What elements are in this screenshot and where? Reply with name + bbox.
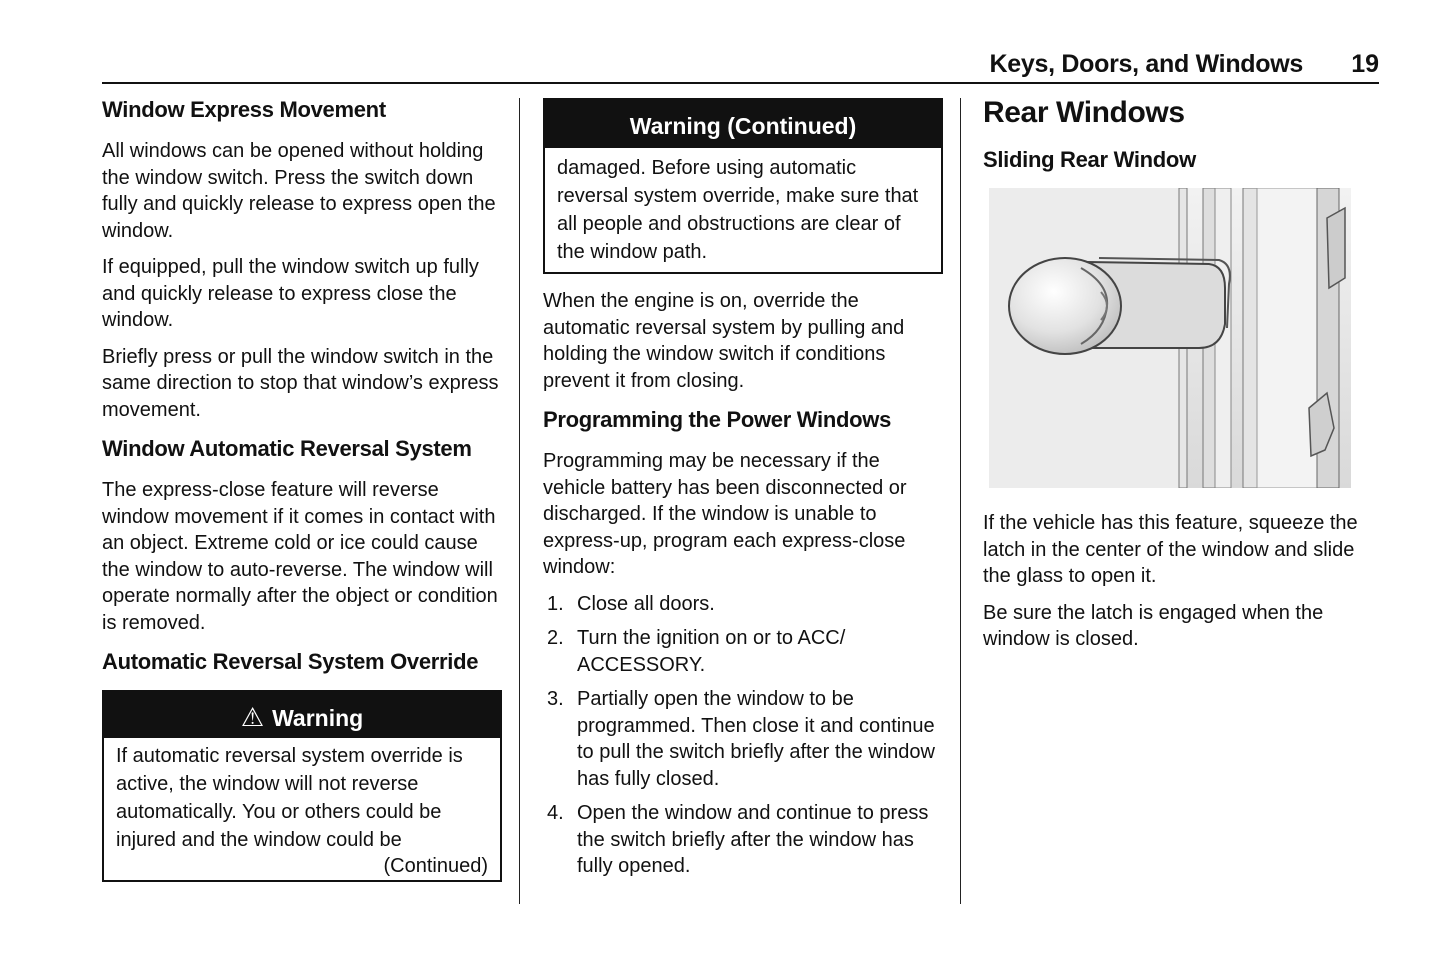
- step-text: Turn the ignition on or to ACC/ ACCESSORY.: [577, 627, 846, 676]
- step-number: 2.: [547, 627, 564, 649]
- express-movement-heading: Window Express Movement: [102, 97, 386, 122]
- step-number: 3.: [547, 688, 564, 710]
- auto-reversal-heading: Window Automatic Reversal System: [102, 436, 472, 461]
- step-number: 4.: [547, 802, 564, 824]
- continued-label: (Continued): [383, 855, 488, 877]
- warning-text: If automatic reversal system override is active, the window will not reverse automatically. You or others could be injured and the window could be: [116, 745, 463, 851]
- warning-body: [104, 738, 500, 880]
- sliding-paragraph-2: Be sure the latch is engaged when the window is closed.: [983, 601, 1324, 650]
- list-item: [543, 686, 943, 792]
- column-right: [983, 96, 1383, 663]
- express-paragraph-1: All windows can be opened without holding the window switch. Press the switch down fully and quickly release to express open the window.: [102, 140, 496, 242]
- warning-title: Warning: [272, 705, 364, 731]
- column-divider: [519, 98, 520, 904]
- auto-reversal-paragraph: The express-close feature will reverse window movement if it comes in contact with an object. Extreme cold or ice could cause the window to auto-reverse. The window will operate normally after the object or condition is removed.: [102, 479, 498, 634]
- express-paragraph-3: Briefly press or pull the window switch in the same direction to stop that window’s express movement.: [102, 345, 499, 421]
- warning-continued-body: [545, 148, 941, 272]
- express-paragraph-2: If equipped, pull the window switch up fully and quickly release to express close the window.: [102, 256, 479, 331]
- step-text: Close all doors.: [577, 592, 715, 615]
- programming-paragraph: Programming may be necessary if the vehicle battery has been disconnected or discharged. If the window is unable to express-up, program each express-close window:: [543, 450, 907, 578]
- step-text: Open the window and continue to press the switch briefly after the window has fully opened.: [577, 802, 929, 877]
- step-text: Partially open the window to be programmed. Then close it and continue to pull the switch briefly after the window has fully closed.: [577, 688, 935, 790]
- sliding-paragraph-1: If the vehicle has this feature, squeeze the latch in the center of the window and slide the glass to open it.: [983, 512, 1358, 587]
- latch-illustration: [989, 188, 1351, 488]
- sliding-rear-window-heading: Sliding Rear Window: [983, 147, 1196, 172]
- warning-continued-box: [543, 98, 943, 274]
- warning-triangle-icon: ⚠: [240, 702, 265, 732]
- column-left: [102, 96, 502, 882]
- step-number: 1.: [547, 592, 564, 615]
- warning-header: [104, 692, 500, 738]
- list-item: [543, 800, 943, 880]
- warning-continued-text: damaged. Before using automatic reversal system override, make sure that all people and obstructions are clear of the window path.: [557, 157, 919, 263]
- list-item: [543, 591, 943, 618]
- column-divider: [960, 98, 961, 904]
- page-number: 19: [1351, 50, 1379, 78]
- page-header: [102, 48, 1379, 84]
- override-heading: Automatic Reversal System Override: [102, 649, 479, 674]
- warning-continued-header: Warning (Continued): [545, 100, 941, 148]
- section-title: Keys, Doors, and Windows: [989, 50, 1303, 78]
- column-middle: [543, 96, 943, 888]
- rear-windows-heading: Rear Windows: [983, 96, 1185, 129]
- warning-box: [102, 690, 502, 882]
- programming-heading: Programming the Power Windows: [543, 407, 892, 432]
- list-item: [543, 625, 943, 678]
- programming-steps: [543, 591, 943, 880]
- override-paragraph: When the engine is on, override the automatic reversal system by pulling and holding the window switch if conditions prevent it from closing.: [543, 290, 905, 392]
